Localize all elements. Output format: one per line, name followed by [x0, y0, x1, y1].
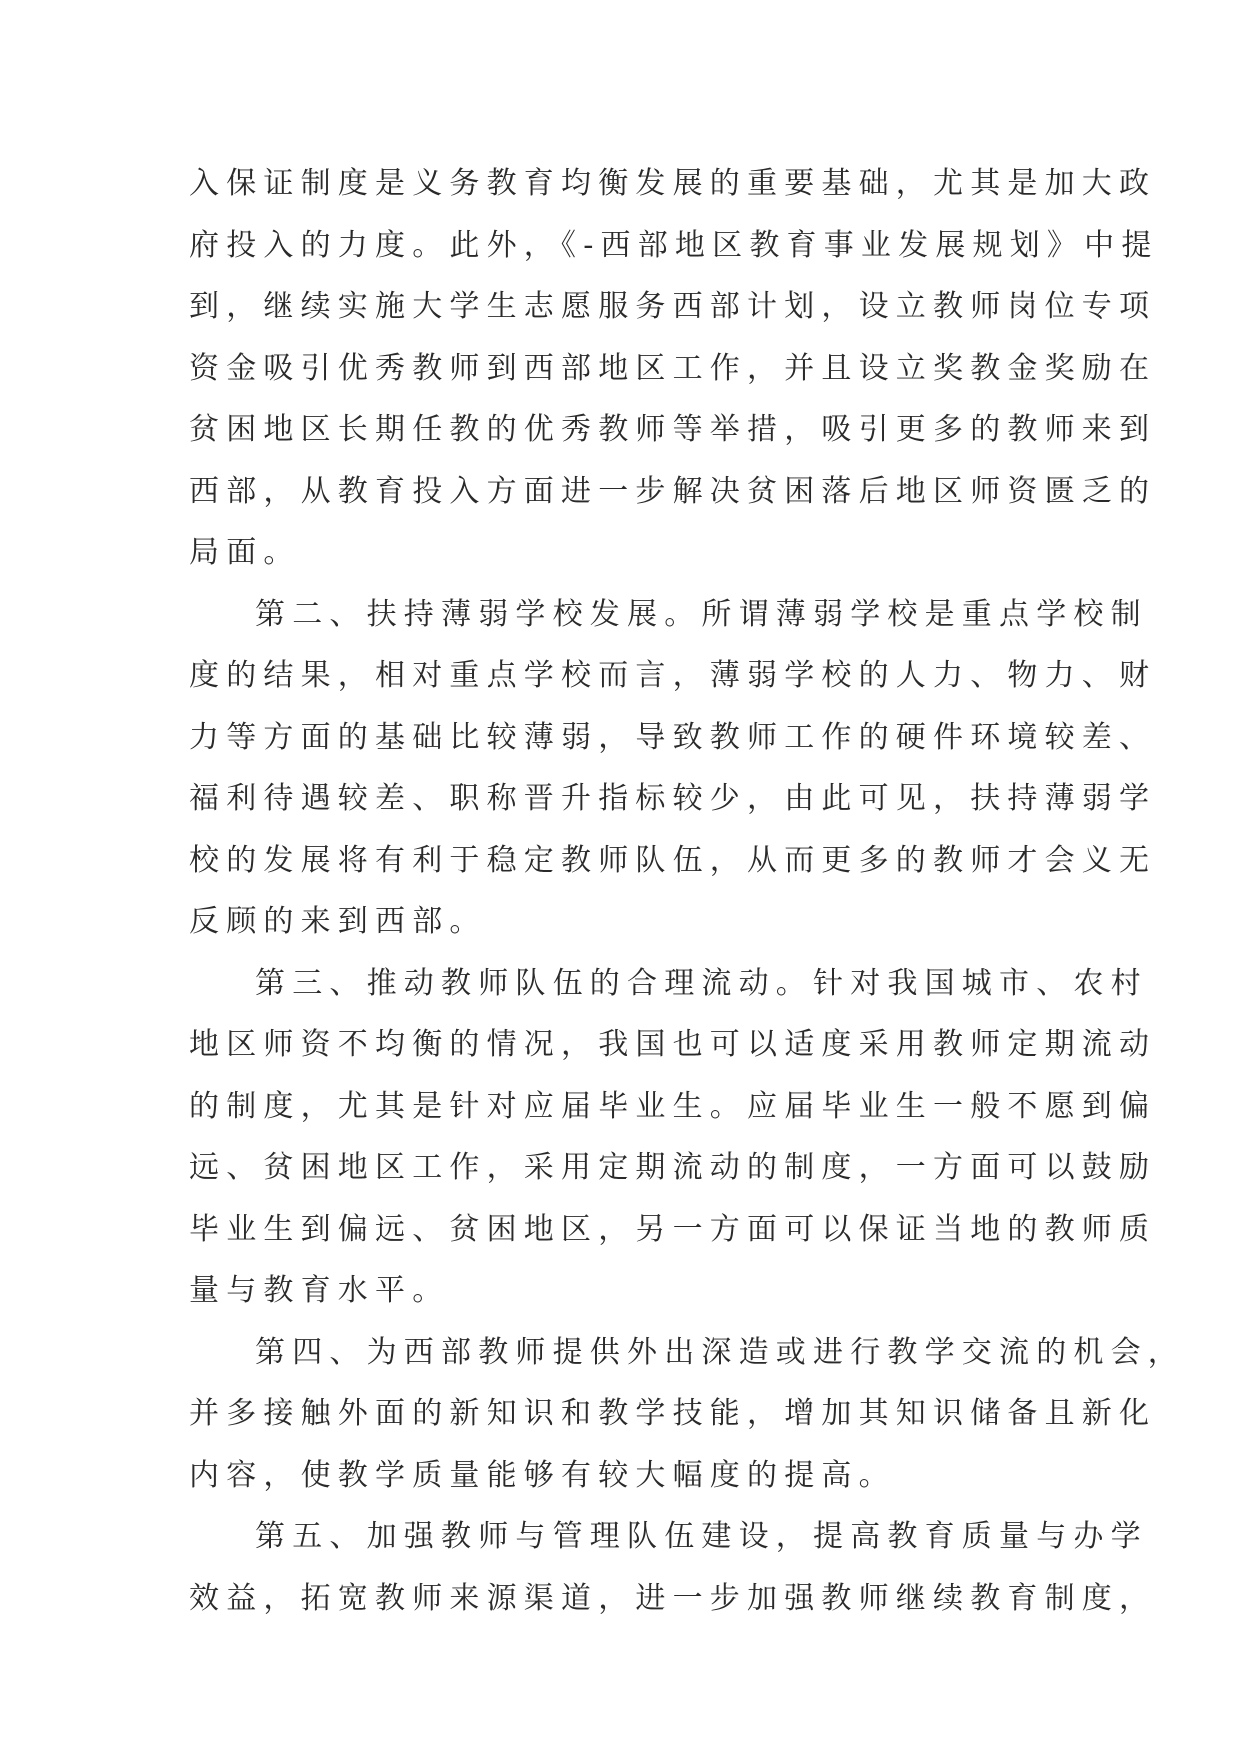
text-line: 校的发展将有利于稳定教师队伍，从而更多的教师才会义无 — [189, 842, 1157, 878]
text-line: 量与教育水平。 — [189, 1273, 450, 1308]
text-line: 内容，使教学质量能够有较大幅度的提高。 — [189, 1457, 896, 1493]
paragraph-first-line: 第五、加强教师与管理队伍建设，提高教育质量与办学 — [255, 1519, 1148, 1554]
text-line: 毕业生到偏远、贫困地区，另一方面可以保证当地的教师质 — [189, 1211, 1157, 1247]
paragraph-first-line: 第三、推动教师队伍的合理流动。针对我国城市、农村 — [255, 965, 1148, 1001]
text-line: 府投入的力度。此外，《-西部地区教育事业发展规划》中提 — [189, 227, 1159, 263]
text-line: 度的结果，相对重点学校而言，薄弱学校的人力、物力、财 — [189, 658, 1157, 693]
text-line: 远、贫困地区工作，采用定期流动的制度，一方面可以鼓励 — [189, 1150, 1157, 1185]
text-line: 并多接触外面的新知识和教学技能，增加其知识储备且新化 — [189, 1396, 1157, 1431]
text-line: 福利待遇较差、职称晋升指标较少，由此可见，扶持薄弱学 — [189, 781, 1157, 816]
paragraph-first-line: 第二、扶持薄弱学校发展。所谓薄弱学校是重点学校制 — [255, 596, 1148, 632]
text-line: 地区师资不均衡的情况，我国也可以适度采用教师定期流动 — [189, 1027, 1157, 1062]
text-line: 到，继续实施大学生志愿服务西部计划，设立教师岗位专项 — [189, 289, 1157, 324]
text-line: 入保证制度是义务教育均衡发展的重要基础，尤其是加大政 — [189, 166, 1157, 201]
text-line: 力等方面的基础比较薄弱，导致教师工作的硬件环境较差、 — [189, 719, 1157, 755]
text-line: 的制度，尤其是针对应届毕业生。应届毕业生一般不愿到偏 — [189, 1088, 1157, 1124]
text-line: 反顾的来到西部。 — [189, 904, 487, 939]
text-line: 贫困地区长期任教的优秀教师等举措，吸引更多的教师来到 — [189, 412, 1157, 447]
text-line: 局面。 — [189, 535, 301, 570]
text-line: 效益，拓宽教师来源渠道，进一步加强教师继续教育制度， — [189, 1580, 1157, 1616]
paragraph-first-line: 第四、为西部教师提供外出深造或进行教学交流的机会， — [255, 1334, 1185, 1370]
document-body — [189, 153, 1185, 1629]
text-line: 西部，从教育投入方面进一步解决贫困落后地区师资匮乏的 — [189, 473, 1157, 509]
text-line: 资金吸引优秀教师到西部地区工作，并且设立奖教金奖励在 — [189, 350, 1157, 386]
